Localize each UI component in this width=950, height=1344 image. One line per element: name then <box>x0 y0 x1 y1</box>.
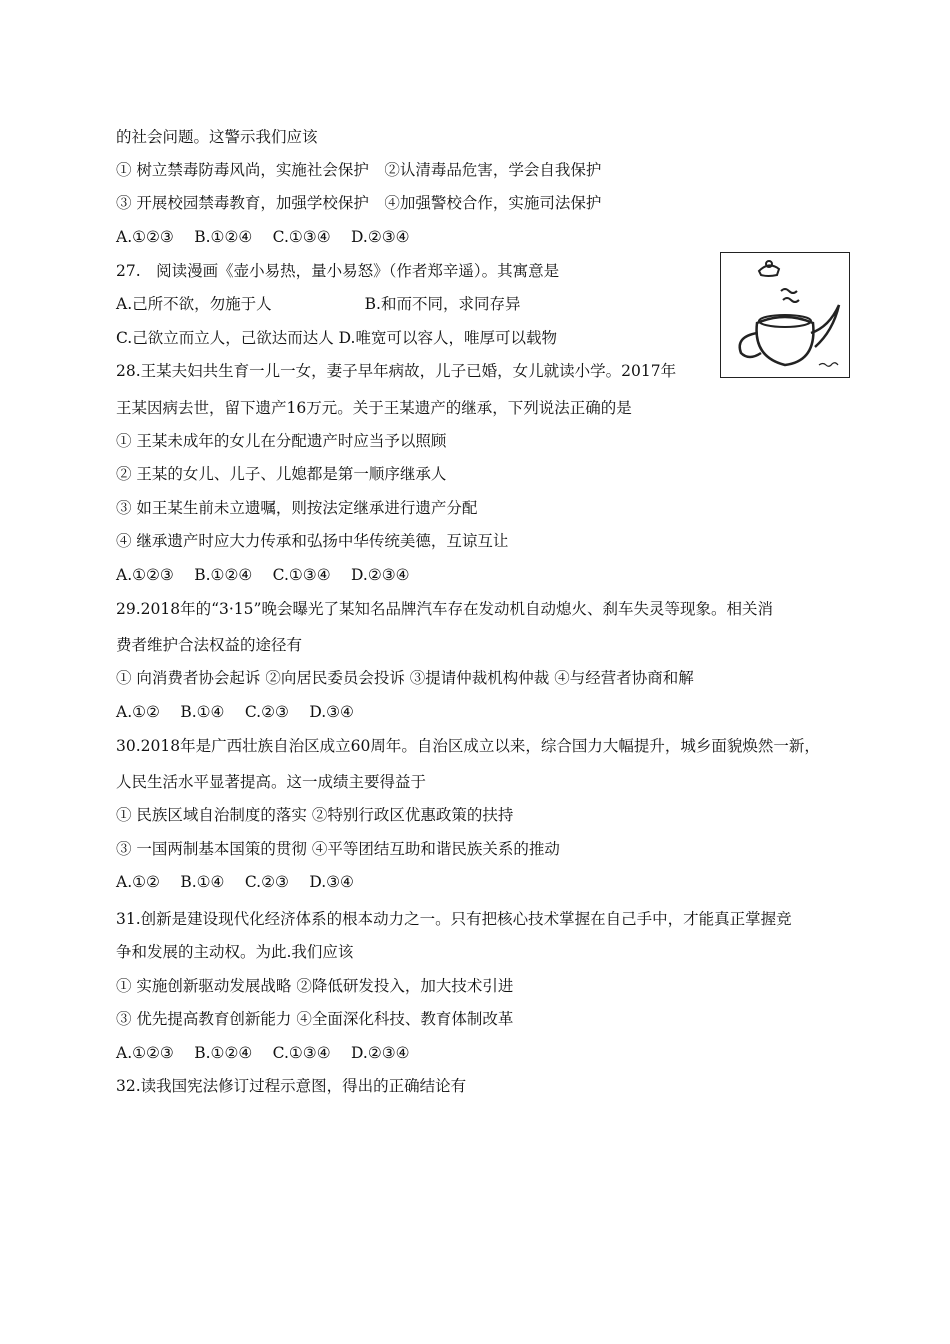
text-line: 人民生活水平显著提高。这一成绩主要得益于 <box>116 773 427 791</box>
text-line: 的社会问题。这警示我们应该 <box>116 128 318 146</box>
answer-choices: A.①②③ B.①②④ C.①③④ D.②③④ <box>116 228 410 246</box>
teapot-icon <box>721 253 849 377</box>
answer-choices: A.①② B.①④ C.②③ D.③④ <box>116 873 354 891</box>
option-line: ③ 开展校园禁毒教育，加强学校保护 ④加强警校合作，实施司法保护 <box>116 194 602 212</box>
option-line: ③ 优先提高教育创新能力 ④全面深化科技、教育体制改革 <box>116 1010 514 1028</box>
question-30: 30.2018年是广西壮族自治区成立60周年。自治区成立以来，综合国力大幅提升，城乡面貌焕然一新， <box>116 737 820 755</box>
text-line: 争和发展的主动权。为此.我们应该 <box>116 943 354 961</box>
option-line: ① 向消费者协会起诉 ②向居民委员会投诉 ③提请仲裁机构仲裁 ④与经营者协商和解 <box>116 669 694 687</box>
question-28: 28.王某夫妇共生育一儿一女，妻子早年病故，儿子已婚，女儿就读小学。2017年 <box>116 362 677 380</box>
question-27: 27. 阅读漫画《壶小易热，量小易怒》（作者郑辛遥）。其寓意是 <box>116 262 560 280</box>
option-line: ② 王某的女儿、儿子、儿媳都是第一顺序继承人 <box>116 465 447 483</box>
question-31: 31.创新是建设现代化经济体系的根本动力之一。只有把核心技术掌握在自己手中，才能真正掌握竞 <box>116 910 792 928</box>
text-line: 王某因病去世，留下遗产16万元。关于王某遗产的继承，下列说法正确的是 <box>116 399 632 417</box>
option-line: C.己欲立而立人，己欲达而达人 D.唯宽可以容人，唯厚可以载物 <box>116 329 557 347</box>
answer-choices: A.①②③ B.①②④ C.①③④ D.②③④ <box>116 1044 410 1062</box>
option-line: ① 王某未成年的女儿在分配遗产时应当予以照顾 <box>116 432 447 450</box>
option-line: ③ 如王某生前未立遗嘱，则按法定继承进行遗产分配 <box>116 499 478 517</box>
option-line: ① 民族区域自治制度的落实 ②特别行政区优惠政策的扶持 <box>116 806 514 824</box>
answer-choices: A.①② B.①④ C.②③ D.③④ <box>116 703 354 721</box>
teapot-cartoon <box>720 252 850 378</box>
option-line: ④ 继承遗产时应大力传承和弘扬中华传统美德，互谅互让 <box>116 532 509 550</box>
question-32: 32.读我国宪法修订过程示意图，得出的正确结论有 <box>116 1077 467 1095</box>
option-line: ① 树立禁毒防毒风尚，实施社会保护 ②认清毒品危害，学会自我保护 <box>116 161 602 179</box>
text-line: 费者维护合法权益的途径有 <box>116 636 303 654</box>
question-29: 29.2018年的“3·15”晚会曝光了某知名品牌汽车存在发动机自动熄火、刹车失灵等现象。相关消 <box>116 600 773 618</box>
option-line: ③ 一国两制基本国策的贯彻 ④平等团结互助和谐民族关系的推动 <box>116 840 560 858</box>
answer-choices: A.①②③ B.①②④ C.①③④ D.②③④ <box>116 566 410 584</box>
option-line: A.己所不欲，勿施于人 B.和而不同，求同存异 <box>116 295 521 313</box>
option-line: ① 实施创新驱动发展战略 ②降低研发投入，加大技术引进 <box>116 977 514 995</box>
